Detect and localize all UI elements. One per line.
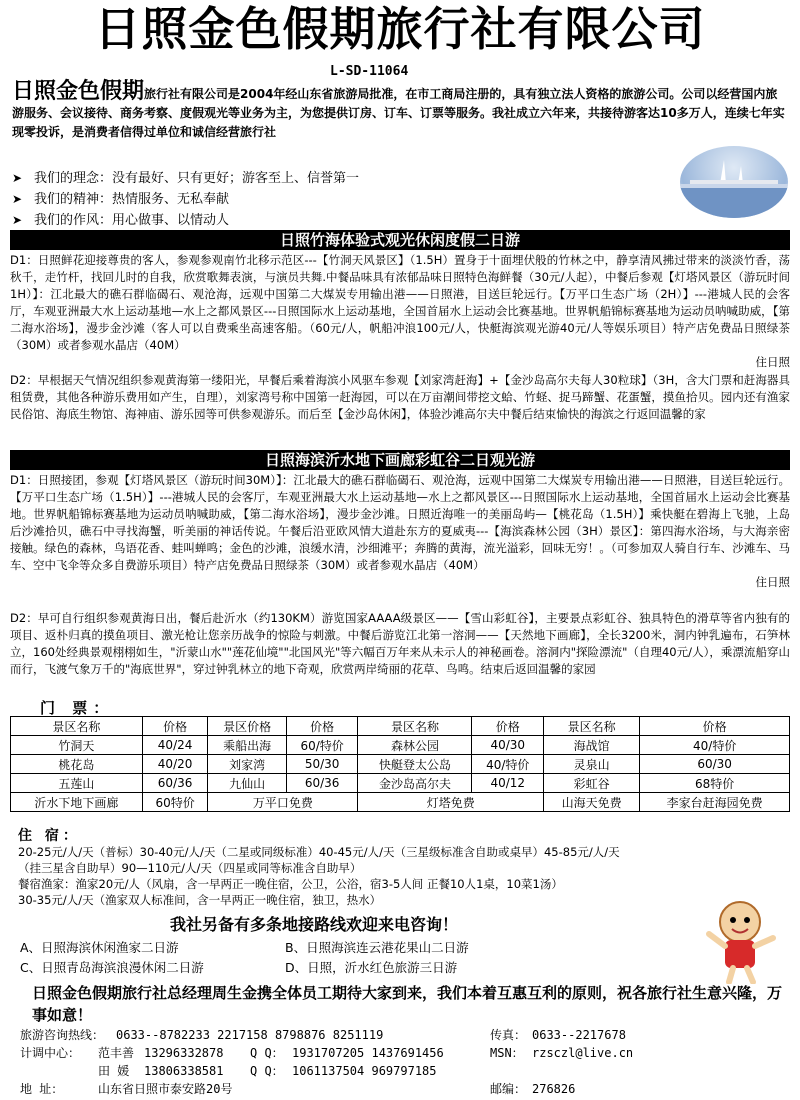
table-row: 竹洞天 40/24 乘船出海 60/特价 森林公园 40/30 海战馆 40/特价 bbox=[11, 736, 790, 755]
table-header: 景区名称 价格 景区价格 价格 景区名称 价格 景区名称 价格 bbox=[11, 717, 790, 736]
intro-lead: 日照金色假期 bbox=[12, 79, 145, 104]
route2-title: 日照海滨沂水地下画廊彩虹谷二日观光游 bbox=[10, 450, 790, 470]
route2-day2: D2：早可自行组织参观黄海日出，餐后赴沂水（约130KM）游览国家AAAA级景区——【雪山彩虹谷】，主要景点彩虹谷、独具特色的滑草等省内独有的项目、返朴归真的摸鱼项目、激光枪让您亲历战争的惊险与刺激。中餐后游览江北第一溶洞——【天然地下画廊】，全长3200米，洞内钟乳遍布，石笋林立，160处经典景观栩栩如生，"沂蒙山水""莲花仙境""北国风光"等六幅百万年来从未示人的神秘画卷。溶洞内"探险漂流"（自理40元/人），乘漂流船穿山而行，飞渡气象万千的"海底世界"，穿过钟乳林立的地下奇观，欣赏两岸绮丽的花草、鸟鸣。结束后返回温馨的家园 bbox=[10, 611, 790, 676]
arrow-icon: ➤ bbox=[12, 192, 23, 206]
tickets-heading: 门 票： bbox=[40, 699, 115, 717]
contact-info: 旅游咨询热线： 0633--8782233 2217158 8798876 8251119 传真： 0633--2217678 计调中心： 范丰善 13296332878 Q Q： 1931707205 1437691456 MSN： rzsczl@live.cn 田 媛 13806338581 Q Q： 1061137504 969797185 地 址： 山东省日照市泰安路20号 邮编： 276826 bbox=[20, 1028, 634, 1096]
table-row: 桃花岛 40/20 刘家湾 50/30 快艇登太公岛 40/特价 灵泉山 60/30 bbox=[11, 755, 790, 774]
fax-number: 0633--2217678 bbox=[532, 1028, 626, 1042]
list-item: A、日照海滨休闲渔家二日游 bbox=[20, 940, 179, 955]
route2-day1: D1：日照接团，参观【灯塔风景区（游玩时间30M）】：江北最大的礁石群临碣石、观沧海，远观中国第二大煤炭专用输出港——日照港，目送巨轮远行。【万平口生态广场（1.5H）】---港城人民的会客厅，车观亚洲最大水上运动基地—水上之都风景区---日照国际水上运动基地，全国首届水上运动会比赛基地。世界帆船锦标赛基地为运动员呐喊助威，【第二海水浴场】，漫步金沙滩。日照近海唯一的美丽岛屿—【桃花岛（1.5H）】乘快艇在碧海上飞驰，上岛后沙滩拾贝，礁石中寻找海蟹，听美丽的神话传说。午餐后沿亚欧风情大道赴东方的夏威夷---【海滨森林公园（3H）景区】：第四海水浴场，与大海亲密接触。绿色的森林，鸟语花香、蛙叫蝉鸣；金色的沙滩，浪缓水清，沙细滩平；奔腾的黄海，流光溢彩，回味无穷！。（可参加双人骑自行车、沙滩车、马车、空中飞伞等众多自费游乐项目）特产店免费品日照绿茶（30M）或者参观水晶店（40M） 住日照 bbox=[10, 473, 790, 589]
address: 山东省日照市泰安路20号 bbox=[98, 1082, 233, 1096]
harbor-photo bbox=[680, 146, 788, 218]
closing-message: 日照金色假期旅行社总经理周生金携全体员工期待大家到来，我们本着互惠互利的原则，祝各旅行社生意兴隆，万事如意！ bbox=[32, 984, 783, 1024]
route1-title: 日照竹海体验式观光休闲度假二日游 bbox=[10, 230, 790, 250]
list-item: D、日照，沂水红色旅游三日游 bbox=[285, 960, 458, 975]
postcode: 276826 bbox=[532, 1082, 576, 1096]
harbor-image bbox=[680, 146, 788, 218]
ticket-table bbox=[10, 716, 790, 812]
list-item: ➤ 我们的精神：热情服务、无私奉献 bbox=[12, 189, 652, 210]
company-title: 日照金色假期旅行社有限公司 bbox=[94, 2, 706, 56]
lodging-heading: 住 宿： bbox=[18, 828, 81, 844]
values-list bbox=[12, 168, 652, 231]
list-item: ➤ 我们的理念：没有最好、只有更好；游客至上、信誉第一 bbox=[12, 168, 652, 189]
arrow-icon: ➤ bbox=[12, 213, 23, 227]
route1-day2: D2：早根据天气情况组织参观黄海第一缕阳光，早餐后乘着海滨小风驱车参观【刘家湾赶海】+【金沙岛高尔夫每人30粒球】（3H，含大门票和赶海器具租赁费，其他各种游乐费用如产生，自理），刘家湾号称中国第一赶海园，可以在万亩潮间带挖文蛤、竹蛏、捉马蹄蟹、花蛋蟹，摸鱼拾贝。园内还有渔家民俗馆、海底生物馆、海神庙、游乐园等可供参观游乐。而后至【金沙岛休闲】，体验沙滩高尔夫中餐后结束愉快的海滨之行返回温馨的家 bbox=[10, 373, 790, 421]
consult-slogan: 我社另备有多条地接路线欢迎来电咨询！ bbox=[170, 915, 459, 934]
arrow-icon: ➤ bbox=[12, 171, 23, 185]
table-row: 沂水下地下画廊 60特价 万平口免费 灯塔免费 山海天免费 李家台赶海园免费 bbox=[11, 793, 790, 812]
mascot-icon bbox=[695, 894, 785, 984]
list-item: B、日照海滨连云港花果山二日游 bbox=[285, 940, 469, 955]
company-intro bbox=[12, 79, 787, 142]
lodging-section: 住 宿： 20-25元/人/天（普标）30-40元/人/天（二星或同级标准）40-45元/人/天（三星级标准含自助或桌早）45-85元/人/天 （挂三星含自助早）90—110元/人/天（四星或同等标准含自助早） 餐宿渔家：渔家20元/人（风扇，含一早两正一晚住宿，公卫，公浴，宿3-5人间 正餐10人1桌，10菜1汤） 30-35元/人/天（渔家双人标准间，含一早两正一晚住宿，独卫，热水） bbox=[18, 828, 788, 908]
list-item: C、日照青岛海滨浪漫休闲二日游 bbox=[20, 960, 204, 975]
route1-day1: D1：日照鲜花迎接尊贵的客人，参观参观南竹北移示范区---【竹洞天风景区】（1.5H）置身于十面埋伏般的竹林之中，静享清风拂过带来的淡淡竹香，荡秋千，走竹杆，找回儿时的自我，欣赏歌舞表演，与演员共舞.中餐品味具有浓郁品味日照特色海鲜餐（30元/人起），中餐后参观【灯塔风景区（游玩时间1H）】：江北最大的礁石群临碣石、观沧海，远观中国第二大煤炭专用输出港——日照港，目送巨轮远行。【万平口生态广场（2H）】---港城人民的会客厅，车观亚洲最大水上运动基地—水上之都风景区---日照国际水上运动基地，全国首届水上运动会比赛基地。世界帆船锦标赛基地为运动员呐喊助威，【第二海水浴场】，漫步金沙滩（客人可以自费乘坐高速客船。（60元/人，帆船冲浪100元/人，快艇海滨观光游40元/人等娱乐项目）特产店免费品日照绿茶（30M）或者参观水晶店（40M） 住日照 bbox=[10, 253, 790, 369]
extra-routes bbox=[20, 938, 560, 978]
hotline-numbers: 0633--8782233 2217158 8798876 8251119 bbox=[116, 1028, 384, 1042]
list-item: ➤ 我们的作风：用心做事、以情动人 bbox=[12, 210, 652, 231]
license-code: L-SD-11064 bbox=[330, 64, 409, 79]
intro-text: 旅行社有限公司是2004年经山东省旅游局批准，在市工商局注册的，具有独立法人资格的旅游公司。公司以经营国内旅游服务、会议接待、商务考察、度假观光等业务为主，为您提供订房、订车、订票等服务。我社成立六年来，共接待游客达10多万人，连续七年实现零投诉，是消费者信得过单位和诚信经营旅行社 bbox=[12, 87, 785, 139]
table-row: 五莲山 60/36 九仙山 60/36 金沙岛高尔夫 40/12 彩虹谷 68特价 bbox=[11, 774, 790, 793]
